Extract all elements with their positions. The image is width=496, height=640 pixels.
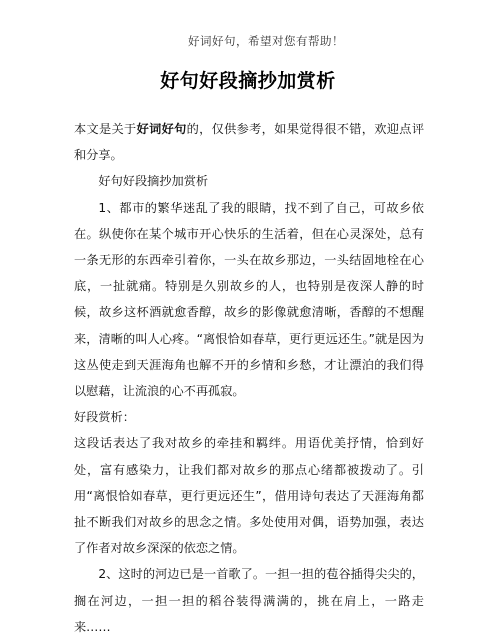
intro-before: 本文是关于 <box>74 122 137 136</box>
header-note: 好词好句，希望对您有帮助！ <box>188 34 344 48</box>
document-body <box>74 116 424 640</box>
intro-keyword: 好词好句 <box>136 122 187 136</box>
passage-1: 1、都市的繁华迷乱了我的眼睛，找不到了自己，可故乡依在。纵使你在某个城市开心快乐的生活着，但在心灵深处，总有一条无形的东西牵引着你，一头在故乡那边，一头结固地栓在心底，一扯就痛。特别是久别故乡的人，也特别是夜深人静的时候，故乡这杯酒就愈香醇，故乡的影像就愈清晰，香醇的不想醒来，清晰的叫人心疼。“离恨恰如春草，更行更远还生。”就是因为这丛使走到天涯海角也解不开的乡情和乡愁，才让漂泊的我们得以慰藉，让流浪的心不再孤寂。 <box>74 200 424 399</box>
analysis-label: 好段赏析： <box>74 410 135 425</box>
analysis-paragraph: 这段话表达了我对故乡的牵挂和羁绊。用语优美抒情，恰到好处，富有感染力，让我们都对故乡的那点心绪都被拨动了。引用“离恨恰如春草，更行更远还生”，借用诗句表达了天涯海角都扯不断我们对故乡的思念之情。多处使用对偶，语势加强，表达了作者对故乡深深的依恋之情。 <box>74 436 424 556</box>
section-heading: 好句好段摘抄加赏析 <box>98 174 209 189</box>
passage-2: 2、这时的河边已是一首歌了。一担一担的苞谷插得尖尖的，搁在河边，一担一担的稻谷装得满满的，挑在肩上，一路走来…… <box>74 567 424 634</box>
page-title: 好句好段摘抄加赏析 <box>160 70 336 92</box>
intro-after: 的，仅供参考，如果觉得很不错，欢迎点评和分享。 <box>74 122 425 163</box>
intro-paragraph <box>74 116 424 168</box>
